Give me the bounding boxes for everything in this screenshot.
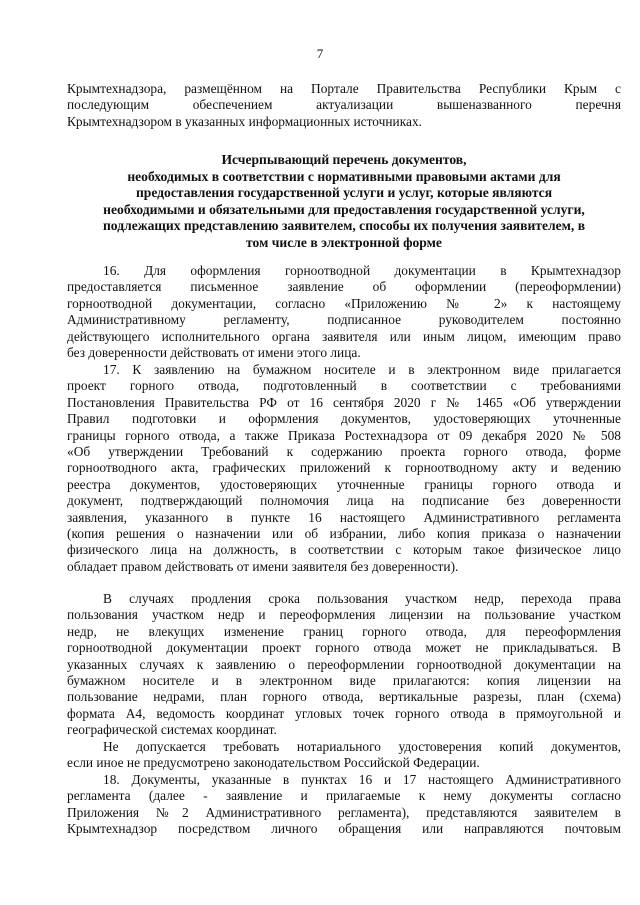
text-line: заявления, указанного в пункте 16 настоящего Административного регламента [67, 509, 621, 525]
text-line: горноотводной документации проект горного отвода может не прикладываться. В [67, 640, 621, 656]
text-line: Приложения №2 Административного регламента), представляются заявителем в [67, 804, 621, 820]
text-line: горноотводной документации, согласно «Приложению № 2» к настоящему [67, 295, 621, 311]
text-line: границы горного отвода, а также Приказа Ростехнадзора от 09 декабря 2020 № 508 [67, 427, 621, 443]
text-line: бумажном носителе и в электронном виде прилагаются: копия лицензии на [67, 672, 621, 688]
text-line: недр, не влекущих изменение границ горного отвода, для переоформления [67, 623, 621, 639]
heading-line: необходимыми и обязательными для предоставления государственной услуги, [103, 201, 585, 217]
text-line: формата А4, ведомость координат угловых точек горного отвода в прямоугольной и [67, 705, 621, 721]
text-line: Административному регламенту, подписанное руководителем постоянно [67, 312, 621, 328]
text-line: «Об утверждении Требований к содержанию проекта горного отвода, форме [67, 443, 621, 459]
text-line: 17. К заявлению на бумажном носителе и в электронном виде прилагается [103, 362, 621, 377]
paragraph-17 [67, 362, 621, 575]
text-line: В случаях продления срока пользования участком недр, перехода права [103, 591, 621, 606]
text-line: (копия решения о назначении или об избрании, либо копия приказа о назначении [67, 525, 621, 541]
paragraph-notarization [67, 739, 621, 772]
text-line: Не допускается требовать нотариального удостоверения копий документов, [103, 739, 621, 754]
text-line: документ, подтверждающий полномочия лица на подписание без доверенности [67, 493, 621, 509]
section-heading [67, 152, 621, 252]
intro-paragraph [67, 81, 621, 130]
heading-line: подлежащих представлению заявителем, способы их получения заявителем, в [102, 218, 586, 234]
text-line: географической системах координат. [67, 722, 277, 738]
text-line: последующим обеспечением актуализации вышеназванного перечня [67, 97, 621, 113]
text-line: 18. Документы, указанные в пунктах 16 и 17 настоящего Административного [103, 772, 621, 787]
text-line: 16. Для оформления горноотводной документации в Крымтехнадзор [103, 263, 621, 278]
text-line: если иное не предусмотрено законодательством Российской Федерации. [67, 755, 480, 771]
text-line: предоставляется письменное заявление об оформлении (переоформлении) [67, 279, 621, 295]
text-line: проект горного отвода, подготовленный в соответствии с требованиями [67, 378, 621, 394]
text-line: пользования участком недр и переоформления лицензии на пользование участком [67, 607, 621, 623]
text-line: Крымтехнадзором в указанных информационных источниках. [67, 113, 422, 129]
heading-line: необходимых в соответствии с нормативными правовыми актами для [127, 168, 561, 184]
text-line: действующего исполнительного органа заявителя или иным лицом, имеющим право [67, 328, 621, 344]
text-line: Постановления Правительства РФ от 16 сентября 2020 г № 1465 «Об утверждении [67, 394, 621, 410]
text-line: без доверенности действовать от имени этого лица. [67, 344, 361, 360]
paragraph-16 [67, 263, 621, 361]
text-line: Крымтехнадзор посредством личного обращения или направляются почтовым [67, 821, 621, 837]
text-line: Крымтехнадзора, размещённом на Портале Правительства Республики Крым с [67, 81, 621, 96]
heading-line: предоставления государственной услуги и услуг, которые являются [135, 185, 553, 201]
text-line: горноотводного акта, графических приложений к горноотводному акту и ведению [67, 460, 621, 476]
text-line: указанных случаях к заявлению о переоформлении горноотводной документации на [67, 656, 621, 672]
heading-line: том числе в электронной форме [246, 234, 442, 250]
paragraph-17-renewal [67, 591, 621, 739]
text-line: обладает правом действовать от имени заявителя без доверенности). [67, 558, 459, 574]
text-line: регламента (далее - заявление и прилагаемые к нему документы согласно [67, 788, 621, 804]
text-line: физического лица на должность, в соответствии с которым такое физическое лицо [67, 542, 621, 558]
paragraph-18 [67, 772, 621, 838]
text-line: Правил подготовки и оформления документов, удостоверяющих уточненные [67, 411, 621, 427]
page-number: 7 [316, 46, 324, 61]
text-line: пользование недрами, план горного отвода, вертикальные разрезы, план (схема) [67, 689, 621, 705]
heading-line: Исчерпывающий перечень документов, [221, 152, 467, 167]
text-line: реестра документов, удостоверяющих уточненные границы горного отвода и [67, 476, 621, 492]
